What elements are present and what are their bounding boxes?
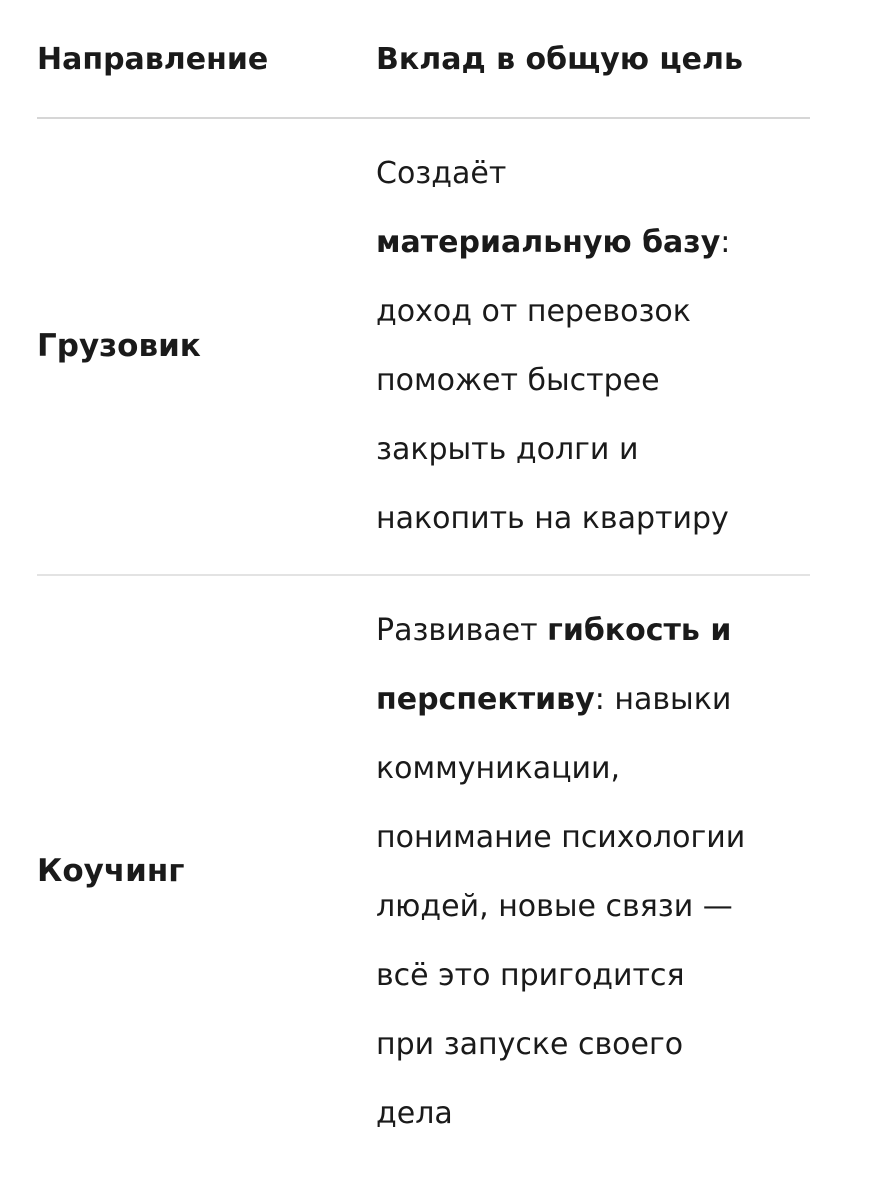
contribution-line xyxy=(376,596,810,665)
contribution-line xyxy=(376,484,810,553)
table-header-row xyxy=(37,0,810,119)
text-fragment: коммуникации, xyxy=(376,751,621,786)
text-fragment: людей, новые связи — xyxy=(376,889,733,924)
bold-fragment: гибкость и xyxy=(547,613,732,648)
text-fragment: при запуске своего xyxy=(376,1027,684,1062)
contribution-line xyxy=(376,346,810,415)
contribution-line xyxy=(376,415,810,484)
text-fragment: Создаёт xyxy=(376,156,507,191)
header-direction: Направление xyxy=(37,42,269,77)
text-fragment: : навыки xyxy=(594,682,732,717)
contribution-line xyxy=(376,734,810,803)
contribution-line xyxy=(376,803,810,872)
table-row xyxy=(37,119,810,576)
contribution-line xyxy=(376,941,810,1010)
contribution-line xyxy=(376,1010,810,1079)
row-direction-label: Грузовик xyxy=(37,328,201,364)
row-direction-label: Коучинг xyxy=(37,852,185,889)
text-fragment: понимание психологии xyxy=(376,820,746,855)
comparison-table xyxy=(37,0,810,1166)
text-fragment: : xyxy=(720,225,731,260)
text-fragment: дела xyxy=(376,1096,453,1131)
text-fragment: поможет быстрее xyxy=(376,363,660,398)
row-contribution-text xyxy=(376,119,810,573)
text-fragment: Развивает xyxy=(376,613,548,648)
contribution-line xyxy=(376,277,810,346)
text-fragment: всё это пригодится xyxy=(376,958,685,993)
contribution-line xyxy=(376,208,810,277)
text-fragment: доход от перевозок xyxy=(376,294,691,329)
bold-fragment: материальную базу xyxy=(376,225,721,260)
bold-fragment: перспективу xyxy=(376,682,595,717)
contribution-line xyxy=(376,665,810,734)
text-fragment: накопить на квартиру xyxy=(376,501,729,536)
row-contribution-text xyxy=(376,576,810,1168)
contribution-line xyxy=(376,1079,810,1148)
text-fragment: закрыть долги и xyxy=(376,432,639,467)
contribution-line xyxy=(376,139,810,208)
header-contribution: Вклад в общую цель xyxy=(376,42,743,77)
table-row xyxy=(37,576,810,1166)
contribution-line xyxy=(376,872,810,941)
